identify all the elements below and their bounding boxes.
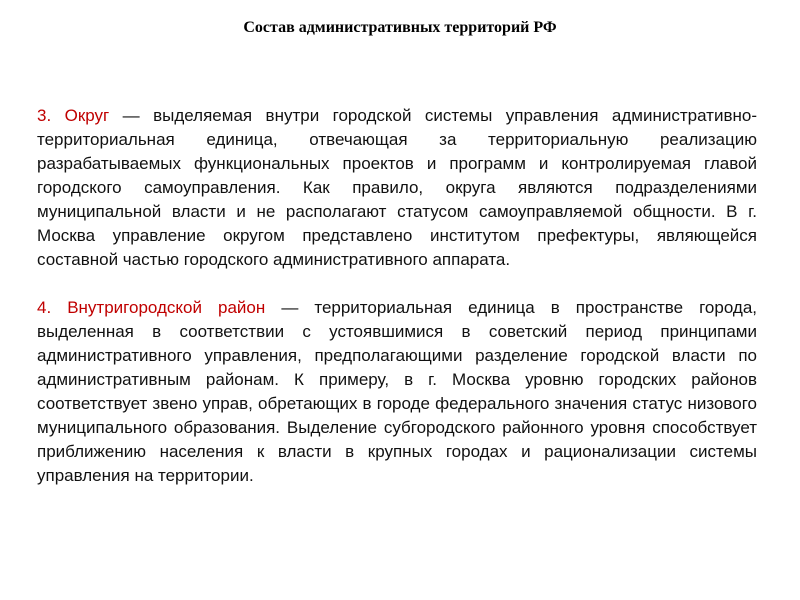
slide-title: Состав административных территорий РФ [243, 19, 557, 36]
slide-body [37, 104, 757, 488]
definition-okrug: — выделяемая внутри городской системы управления административно-территориальная единица, отвечающая за территориальную реализацию разрабатываемых функциональных проектов и программ и контролируемая главой городского самоуправления. Как правило, округа являются подразделениями муниципальной власти и не располагают статусом самоуправляемой общности. В г. Москва управление округом представлено институтом префектуры, являющейся составной частью городского административного аппарата. [37, 106, 758, 269]
paragraph-okrug [37, 104, 757, 272]
paragraph-district [37, 296, 757, 488]
term-district: 4. Внутригородской район [37, 298, 266, 317]
term-okrug: 3. Округ [37, 106, 110, 125]
definition-district: — территориальная единица в пространстве города, выделенная в соответствии с устоявшимися в советский период принципами административного управления, предполагающими разделение городской власти по административным районам. К примеру, в г. Москва уровню городских районов соответствует звено управ, обретающих в городе федерального значения статус низового муниципального образования. Выделение субгородского районного уровня способствует приближению населения к власти в крупных городах и рационализации системы управления на территории. [37, 298, 758, 485]
